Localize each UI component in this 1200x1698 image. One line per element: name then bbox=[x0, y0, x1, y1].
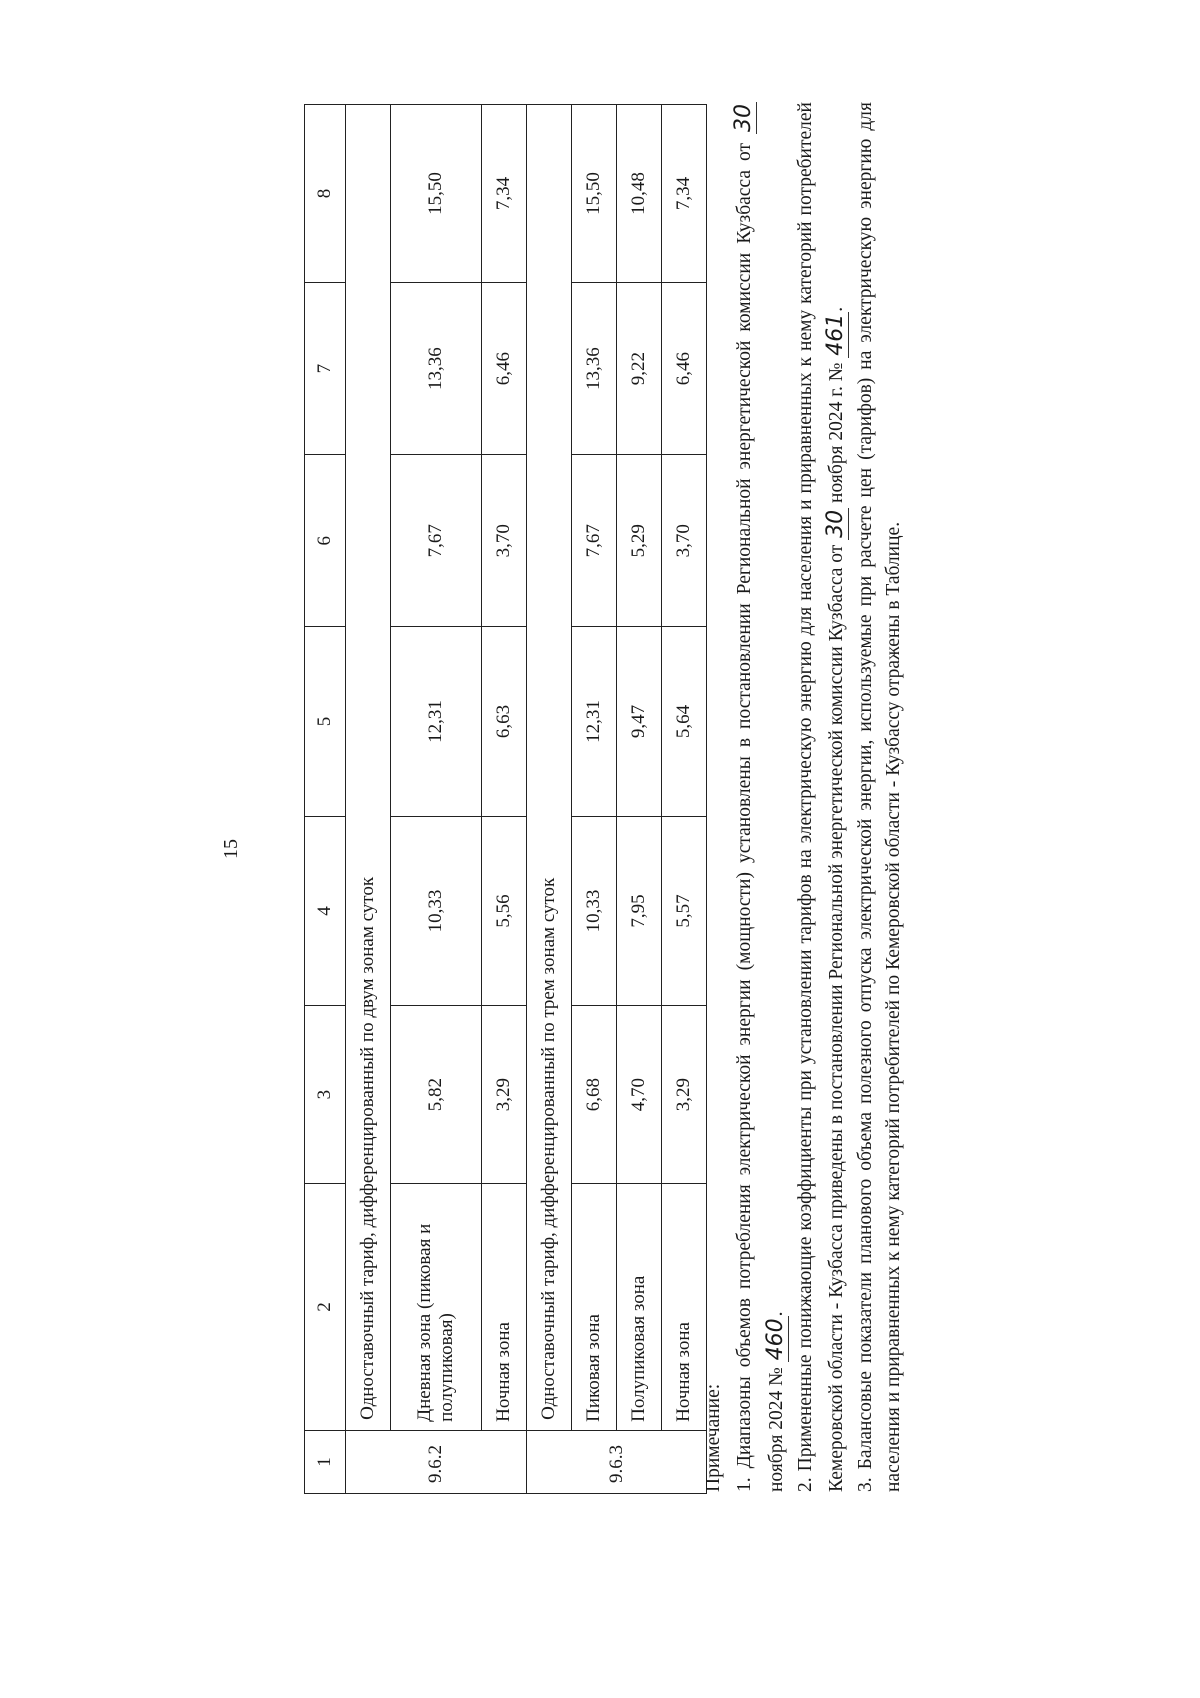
value-cell: 5,82 bbox=[391, 1006, 482, 1184]
handwritten-number: 461 bbox=[823, 313, 849, 356]
value-cell: 7,34 bbox=[482, 105, 527, 283]
value-cell: 15,50 bbox=[572, 105, 617, 283]
header-cell-5: 5 bbox=[305, 627, 346, 816]
note-2-text: 2. Примененные понижающие коэффициенты при установлении тарифов на электрическую энергию для населения и приравненных к нему категорий потребителей Кемеровской области - Кузбасса приведены в постановлении Региональной энергетической комиссии Кузбасса от bbox=[795, 102, 848, 1492]
table-row bbox=[572, 105, 617, 1494]
note-2-end: . bbox=[826, 306, 848, 312]
value-cell: 9,22 bbox=[617, 282, 662, 454]
note-1-end: . bbox=[766, 1311, 788, 1317]
value-cell: 7,34 bbox=[662, 105, 707, 283]
value-cell: 10,48 bbox=[617, 105, 662, 283]
note-1-date-text: ноября 2024 № bbox=[766, 1362, 788, 1492]
note-1 bbox=[728, 102, 792, 1492]
header-cell-4: 4 bbox=[305, 816, 346, 1005]
note-2 bbox=[792, 102, 852, 1492]
note-2-date-text: ноября 2024 г. № bbox=[826, 357, 848, 508]
value-cell: 13,36 bbox=[572, 282, 617, 454]
header-cell-8: 8 bbox=[305, 105, 346, 283]
zone-label: Пиковая зона bbox=[572, 1184, 617, 1431]
value-cell: 7,67 bbox=[572, 455, 617, 627]
header-cell-7: 7 bbox=[305, 282, 346, 454]
value-cell: 6,46 bbox=[662, 282, 707, 454]
handwritten-number: 460 bbox=[763, 1318, 789, 1361]
note-3: 3. Балансовые показатели планового объема полезного отпуска электрической энергии, используемые при расчете цен (тарифов) на электрическую энергию для населения и приравненных к нему категорий потребителей по Кемеровской области - Кузбассу отражены в Таблице. bbox=[855, 102, 905, 1492]
header-cell-1: 1 bbox=[305, 1430, 346, 1493]
value-cell: 5,64 bbox=[662, 627, 707, 816]
value-cell: 3,29 bbox=[482, 1006, 527, 1184]
zone-label: Ночная зона bbox=[662, 1184, 707, 1431]
table-row bbox=[391, 105, 482, 1494]
section-title: Одноставочный тариф, дифференцированный по двум зонам суток bbox=[346, 105, 391, 1431]
tariff-table bbox=[304, 104, 707, 1494]
value-cell: 13,36 bbox=[391, 282, 482, 454]
value-cell: 15,50 bbox=[391, 105, 482, 283]
table-header-row bbox=[305, 105, 346, 1494]
value-cell: 7,95 bbox=[617, 816, 662, 1005]
value-cell: 6,63 bbox=[482, 627, 527, 816]
section-title: Одноставочный тариф, дифференцированный по трем зонам суток bbox=[527, 105, 572, 1431]
value-cell: 5,29 bbox=[617, 455, 662, 627]
handwritten-day: 30 bbox=[823, 509, 849, 538]
value-cell: 3,70 bbox=[662, 455, 707, 627]
header-cell-3: 3 bbox=[305, 1006, 346, 1184]
zone-label: Ночная зона bbox=[482, 1184, 527, 1431]
notes-heading: Примечание: bbox=[703, 1383, 724, 1492]
value-cell: 7,67 bbox=[391, 455, 482, 627]
rotated-page bbox=[220, 89, 980, 1609]
section-row bbox=[346, 105, 391, 1494]
value-cell: 6,68 bbox=[572, 1006, 617, 1184]
value-cell: 9,47 bbox=[617, 627, 662, 816]
value-cell: 10,33 bbox=[572, 816, 617, 1005]
handwritten-day: 30 bbox=[731, 104, 757, 132]
header-cell-2: 2 bbox=[305, 1184, 346, 1431]
table-row bbox=[482, 105, 527, 1494]
header-cell-6: 6 bbox=[305, 455, 346, 627]
value-cell: 3,70 bbox=[482, 455, 527, 627]
zone-label: Дневная зона (пиковая и полупиковая) bbox=[391, 1184, 482, 1431]
section-row bbox=[527, 105, 572, 1494]
table-row bbox=[617, 105, 662, 1494]
value-cell: 12,31 bbox=[391, 627, 482, 816]
value-cell: 3,29 bbox=[662, 1006, 707, 1184]
item-code: 9.6.2 bbox=[346, 1430, 527, 1493]
value-cell: 6,46 bbox=[482, 282, 527, 454]
notes-block bbox=[700, 102, 909, 1492]
value-cell: 5,57 bbox=[662, 816, 707, 1005]
value-cell: 10,33 bbox=[391, 816, 482, 1005]
note-1-text: 1. Диапазоны объемов потребления электрической энергии (мощности) установлены в постановлении Региональной энергетической комиссии Кузбасса от bbox=[734, 134, 756, 1492]
item-code: 9.6.3 bbox=[527, 1430, 707, 1493]
zone-label: Полупиковая зона bbox=[617, 1184, 662, 1431]
page-number: 15 bbox=[220, 839, 242, 859]
value-cell: 4,70 bbox=[617, 1006, 662, 1184]
value-cell: 5,56 bbox=[482, 816, 527, 1005]
value-cell: 12,31 bbox=[572, 627, 617, 816]
